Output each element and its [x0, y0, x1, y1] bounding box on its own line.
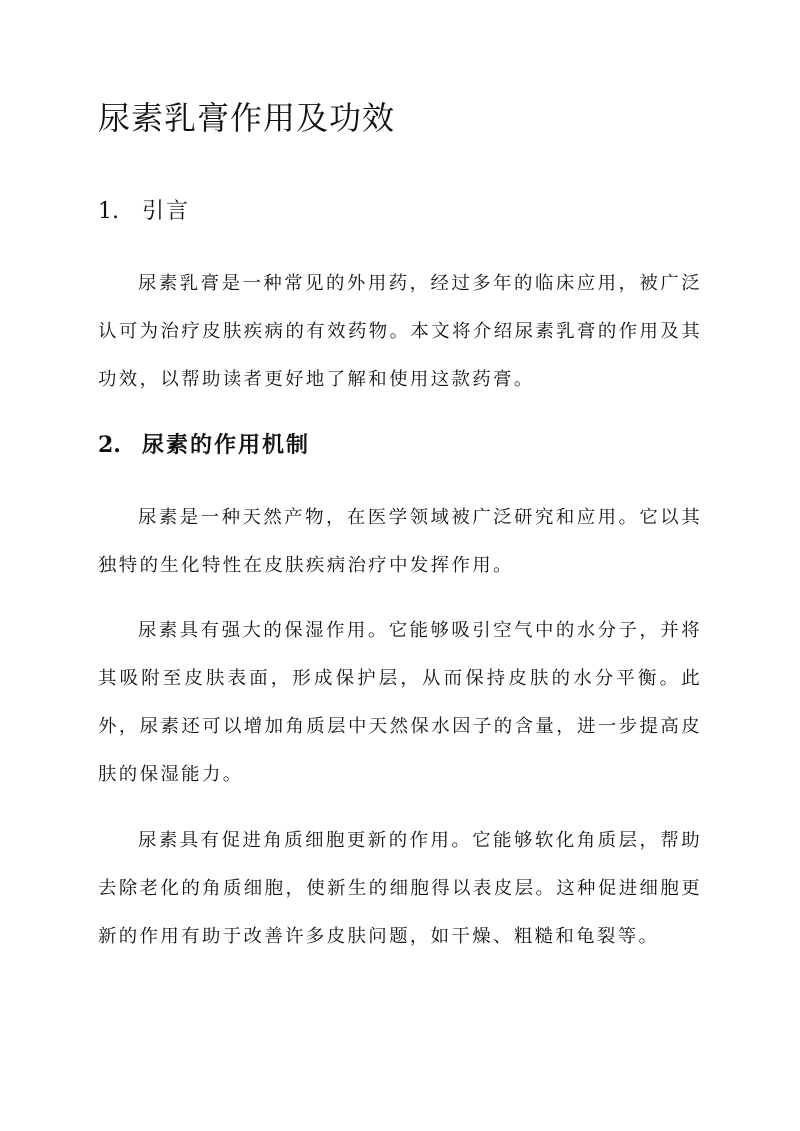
section-heading-mechanism	[98, 428, 310, 462]
section-title: 尿素的作用机制	[142, 432, 311, 458]
section-number: 2.	[98, 432, 121, 458]
document-title: 尿素乳膏作用及功效	[98, 99, 396, 137]
paragraph: 尿素乳膏是一种常见的外用药，经过多年的临床应用，被广泛认可为治疗皮肤疾病的有效药物。本文将介绍尿素乳膏的作用及其功效，以帮助读者更好地了解和使用这款药膏。	[98, 273, 702, 390]
paragraph: 尿素具有强大的保湿作用。它能够吸引空气中的水分子，并将其吸附至皮肤表面，形成保护层，从而保持皮肤的水分平衡。此外，尿素还可以增加角质层中天然保水因子的含量，进一步提高皮肤的保湿能力。	[98, 620, 702, 785]
section-heading-introduction	[98, 195, 190, 229]
paragraph: 尿素是一种天然产物，在医学领域被广泛研究和应用。它以其独特的生化特性在皮肤疾病治疗中发挥作用。	[98, 507, 702, 576]
section-title: 引言	[142, 199, 191, 224]
paragraph: 尿素具有促进角质细胞更新的作用。它能够软化角质层，帮助去除老化的角质细胞，使新生的细胞得以表皮层。这种促进细胞更新的作用有助于改善许多皮肤问题，如干燥、粗糙和龟裂等。	[98, 830, 702, 947]
section-number: 1.	[98, 199, 119, 224]
